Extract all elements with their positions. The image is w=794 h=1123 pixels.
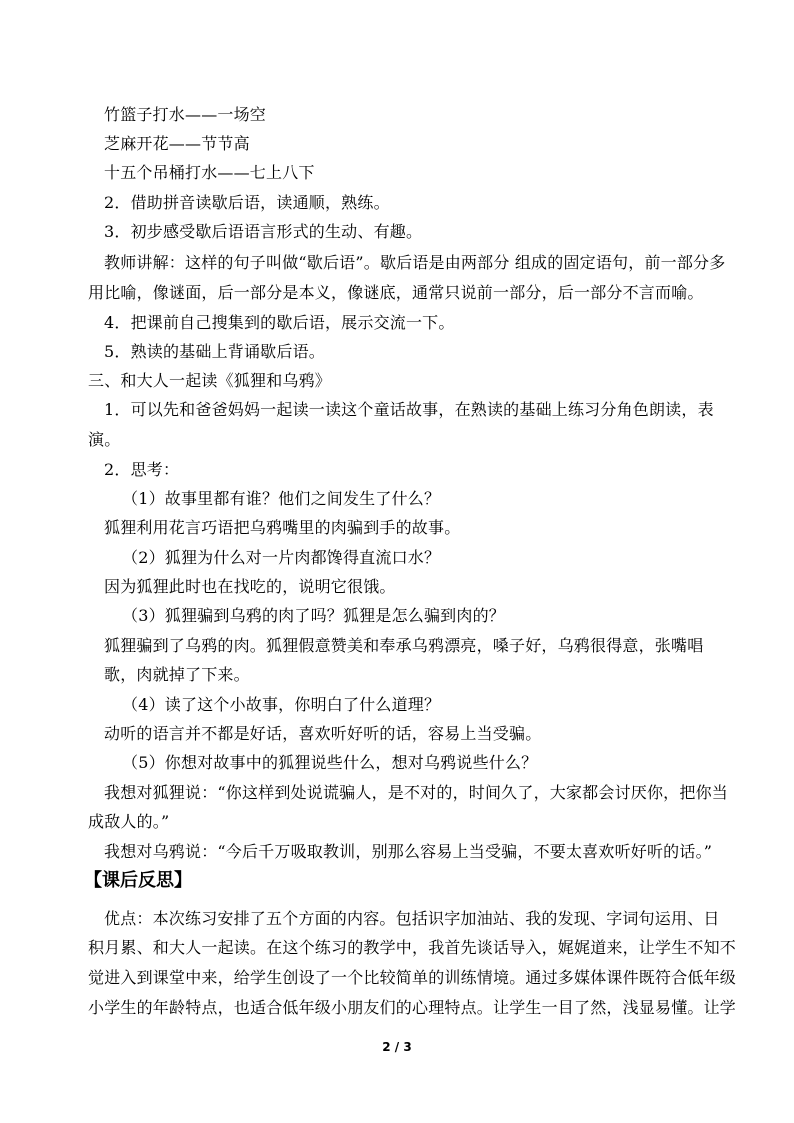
text-line: 芝麻开花——节节高: [104, 134, 250, 153]
answer-line: 狐狸利用花言巧语把乌鸦嘴里的肉骗到手的故事。: [104, 518, 461, 537]
text-line: 4．把课前自己搜集到的歇后语，展示交流一下。: [104, 313, 455, 332]
answer-line: 狐狸骗到了乌鸦的肉。狐狸假意赞美和奉承乌鸦漂亮，嗓子好，乌鸦很得意，张嘴唱: [104, 636, 704, 655]
paragraph-line: 演。: [88, 430, 121, 449]
section-title: 三、和大人一起读《狐狸和乌鸦》: [88, 371, 332, 390]
question-line: （4）读了这个小故事，你明白了什么道理？: [122, 695, 441, 714]
question-line: （5）你想对故事中的狐狸说些什么，想对乌鸦说些什么？: [122, 753, 538, 772]
text-line: 2．借助拼音读歇后语，读通顺，熟练。: [104, 193, 390, 212]
answer-line: 我想对乌鸦说：“今后千万吸取教训，别那么容易上当受骗，不要太喜欢听好听的话。”: [104, 842, 713, 861]
text-line: 十五个吊桶打水——七上八下: [104, 163, 315, 182]
answer-line: 歌，肉就掉了下来。: [104, 665, 250, 684]
question-line: （1）故事里都有谁？他们之间发生了什么？: [122, 489, 441, 508]
text-line: 3．初步感受歇后语语言形式的生动、有趣。: [104, 222, 423, 241]
paragraph-line: 积月累、和大人一起读。在这个练习的教学中，我首先谈话导入，娓娓道来，让学生不知不: [88, 938, 737, 957]
answer-line: 因为狐狸此时也在找吃的，说明它很饿。: [104, 577, 396, 596]
text-line: 2．思考：: [104, 460, 180, 479]
answer-line: 我想对狐狸说：“你这样到处说谎骗人，是不对的，时间久了，大家都会讨厌你，把你当: [104, 783, 728, 802]
answer-line: 动听的语言并不都是好话，喜欢听好听的话，容易上当受骗。: [104, 724, 542, 743]
answer-line: 成敌人的。”: [88, 812, 170, 831]
question-line: （2）狐狸为什么对一片肉都馋得直流口水？: [122, 548, 441, 567]
paragraph-line: 教师讲解：这样的句子叫做“歇后语”。歇后语是由两部分 组成的固定语句，前一部分多: [104, 253, 726, 272]
text-line: 5．熟读的基础上背诵歇后语。: [104, 342, 325, 361]
paragraph-line: 小学生的年龄特点，也适合低年级小朋友们的心理特点。让学生一目了然，浅显易懂。让学: [88, 998, 737, 1017]
paragraph-line: 用比喻，像谜面，后一部分是本义，像谜底，通常只说前一部分，后一部分不言而喻。: [88, 283, 704, 302]
page-number: 2 / 3: [382, 1040, 412, 1054]
paragraph-line: 优点：本次练习安排了五个方面的内容。包括识字加油站、我的发现、字词句运用、日: [104, 909, 720, 928]
paragraph-line: 1．可以先和爸爸妈妈一起读一读这个童话故事，在熟读的基础上练习分角色朗读，表: [104, 400, 714, 419]
question-line: （3）狐狸骗到乌鸦的肉了吗？狐狸是怎么骗到肉的？: [122, 606, 505, 625]
paragraph-line: 觉进入到课堂中来，给学生创设了一个比较简单的训练情境。通过多媒体课件既符合低年级: [88, 968, 737, 987]
text-line: 竹篮子打水——一场空: [104, 105, 267, 124]
reflection-heading: 【课后反思】: [84, 870, 192, 891]
